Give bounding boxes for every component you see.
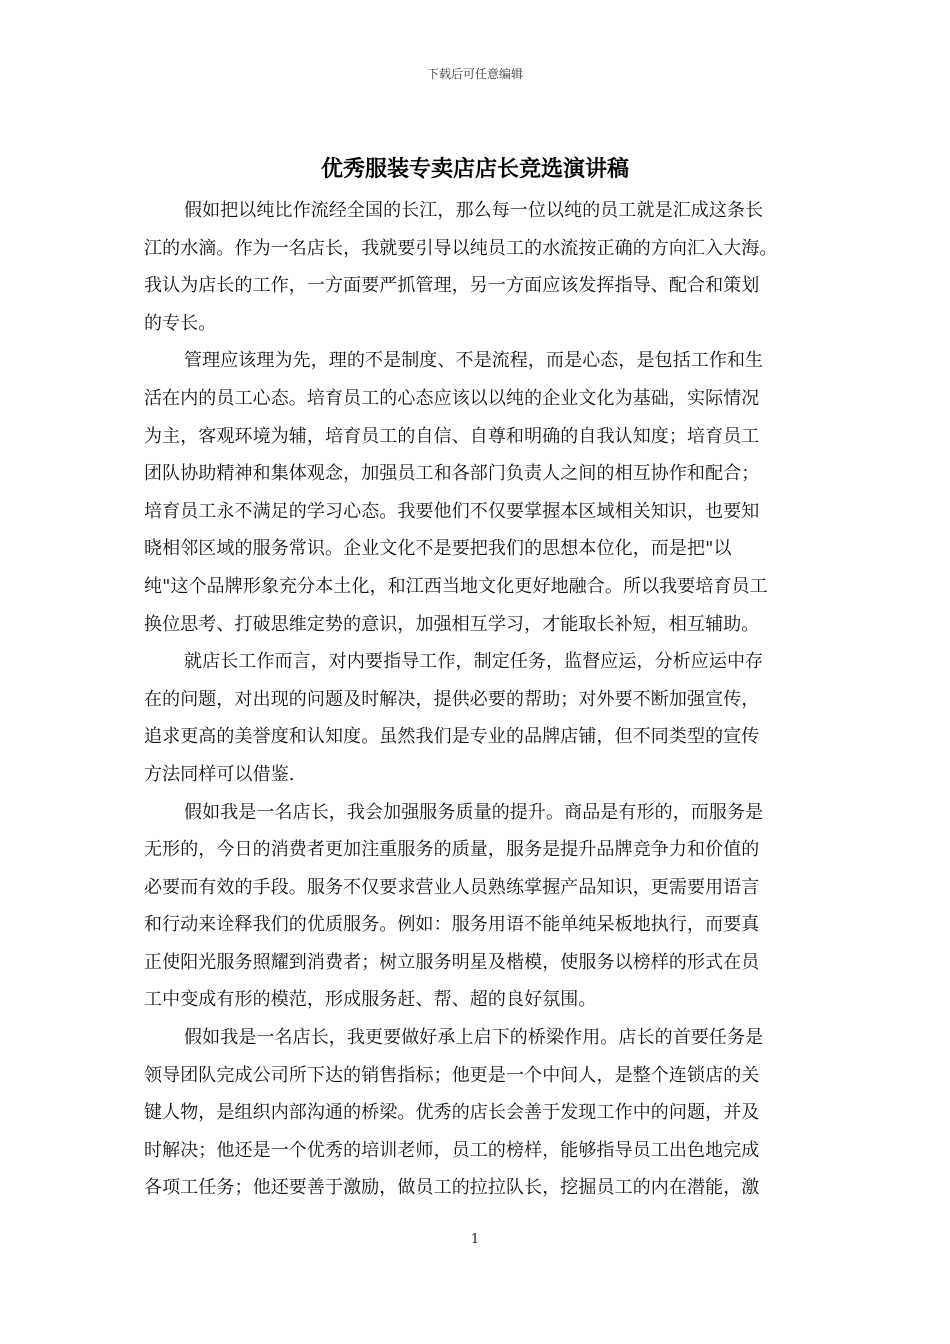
paragraph-line: 就店长工作而言，对内要指导工作，制定任务，监督应运，分析应运中存: [184, 651, 764, 673]
document-body: [144, 192, 808, 1207]
page-number: 1: [470, 1232, 480, 1247]
paragraph-line: 领导团队完成公司所下达的销售指标；他更是一个中间人，是整个连锁店的关: [144, 1064, 760, 1086]
paragraph-line: 晓相邻区域的服务常识。企业文化不是要把我们的思想本位化，而是把"以: [144, 538, 732, 560]
paragraph-line: 假如我是一名店长，我会加强服务质量的提升。商品是有形的，而服务是: [184, 801, 764, 823]
paragraph-line: 追求更高的美誉度和认知度。虽然我们是专业的品牌店铺，但不同类型的宣传: [144, 726, 760, 748]
paragraph-line: 无形的，今日的消费者更加注重服务的质量，服务是提升品牌竞争力和价值的: [144, 839, 760, 861]
paragraph-line: 必要而有效的手段。服务不仅要求营业人员熟练掌握产品知识，更需要用语言: [144, 876, 760, 898]
paragraph-line: 和行动来诠释我们的优质服务。例如：服务用语不能单纯呆板地执行，而要真: [144, 914, 760, 936]
paragraph-line: 方法同样可以借鉴.: [144, 763, 295, 785]
paragraph-line: 为主，客观环境为辅，培育员工的自信、自尊和明确的自我认知度；培育员工: [144, 425, 760, 447]
paragraph-line: 活在内的员工心态。培育员工的心态应该以以纯的企业文化为基础，实际情况: [144, 387, 760, 409]
paragraph-line: 管理应该理为先，理的不是制度、不是流程，而是心态，是包括工作和生: [184, 350, 764, 372]
paragraph-line: 我认为店长的工作，一方面要严抓管理，另一方面应该发挥指导、配合和策划: [144, 275, 760, 297]
paragraph-line: 换位思考、打破思维定势的意识，加强相互学习，才能取长补短，相互辅助。: [144, 613, 760, 635]
paragraph-line: 在的问题，对出现的问题及时解决，提供必要的帮助；对外要不断加强宣传，: [144, 688, 760, 710]
paragraph-line: 正使阳光服务照耀到消费者；树立服务明星及楷模，使服务以榜样的形式在员: [144, 951, 760, 973]
paragraph-line: 团队协助精神和集体观念，加强员工和各部门负责人之间的相互协作和配合；: [144, 463, 760, 485]
paragraph-line: 培育员工永不满足的学习心态。我要他们不仅要掌握本区域相关知识，也要知: [144, 500, 760, 522]
paragraph-line: 假如我是一名店长，我更要做好承上启下的桥梁作用。店长的首要任务是: [184, 1027, 764, 1049]
paragraph-line: 时解决；他还是一个优秀的培训老师，员工的榜样，能够指导员工出色地完成: [144, 1139, 760, 1161]
paragraph-line: 键人物，是组织内部沟通的桥梁。优秀的店长会善于发现工作中的问题，并及: [144, 1102, 760, 1124]
paragraph-line: 纯"这个品牌形象充分本土化，和江西当地文化更好地融合。所以我要培育员工: [144, 575, 768, 597]
paragraph-line: 工中变成有形的模范，形成服务赶、帮、超的良好氛围。: [144, 989, 597, 1011]
paragraph-line: 各项工任务；他还要善于激励，做员工的拉拉队长，挖掘员工的内在潜能，激: [144, 1177, 760, 1199]
document-title: 优秀服装专卖店店长竞选演讲稿: [320, 157, 629, 182]
paragraph-line: 江的水滴。作为一名店长，我就要引导以纯员工的水流按正确的方向汇入大海。: [144, 237, 778, 259]
paragraph-line: 假如把以纯比作流经全国的长江，那么每一位以纯的员工就是汇成这条长: [184, 200, 764, 221]
download-note: 下载后可任意编辑: [426, 67, 523, 81]
paragraph-line: 的专长。: [144, 312, 217, 334]
